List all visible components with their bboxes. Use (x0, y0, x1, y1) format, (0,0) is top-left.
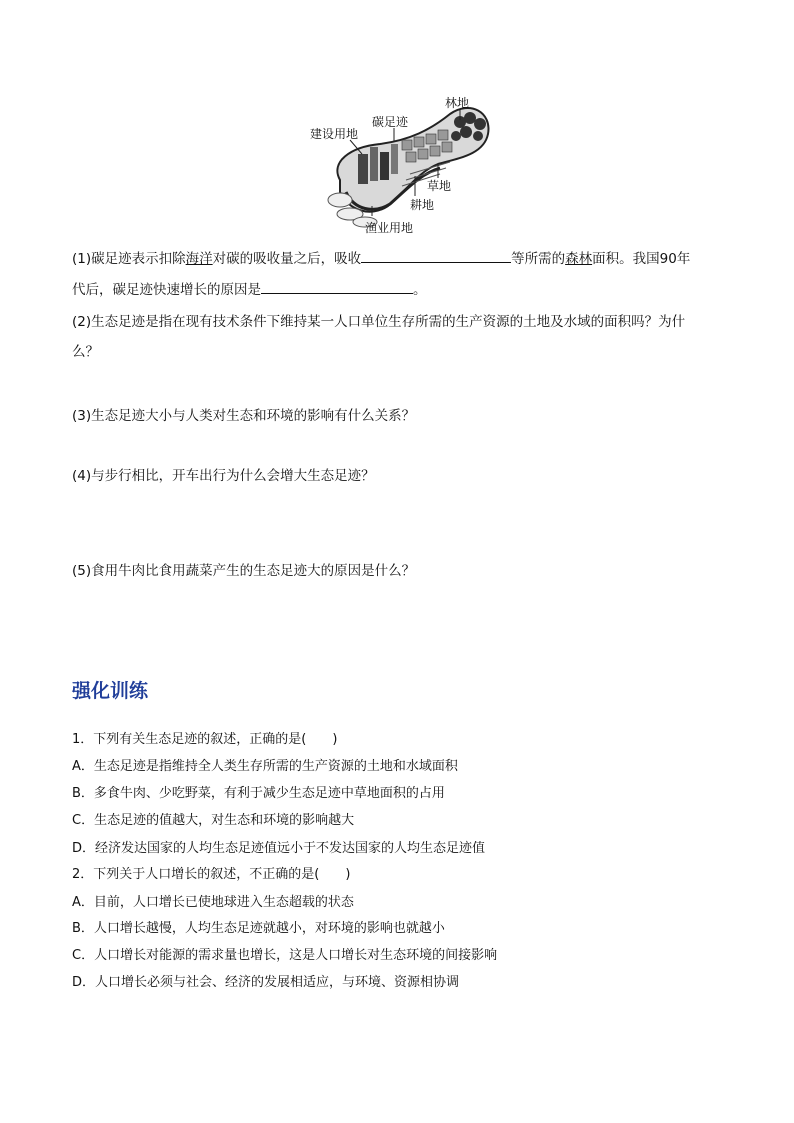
exercise-1-option-d[interactable]: D．经济发达国家的人均生态足迹值远小于不发达国家的人均生态足迹值 (72, 841, 486, 856)
question-5: (5)食用牛肉比食用蔬菜产生的生态足迹大的原因是什么？ (72, 563, 416, 579)
q1-blank-1[interactable] (361, 248, 511, 263)
question-1-line-2 (72, 279, 727, 300)
question-3: (3)生态足迹大小与人类对生态和环境的影响有什么关系？ (72, 408, 416, 424)
carbon-footprint-label: 碳足迹 (372, 115, 409, 129)
exercise-2-option-c[interactable]: C．人口增长对能源的需求量也增长，这是人口增长对生态环境的间接影响 (72, 948, 498, 963)
exercise-2-option-b[interactable]: B．人口增长越慢，人均生态足迹就越小，对环境的影响也就越小 (72, 921, 445, 936)
q1-ocean: 海洋 (185, 251, 213, 267)
forest-label: 林地 (445, 96, 470, 110)
fishery-land-label: 渔业用地 (365, 221, 414, 235)
question-2: (2)生态足迹是指在现有技术条件下维持某一人口单位生存所需的生产资源的土地及水域的面积吗？为什 (72, 314, 686, 330)
footprint-illustration (310, 92, 500, 237)
q1-text: 。 (413, 282, 427, 298)
exercise-1-stem: 1．下列有关生态足迹的叙述，正确的是( ) (72, 732, 338, 747)
section-title: 强化训练 (72, 680, 149, 702)
q1-blank-2[interactable] (261, 279, 413, 294)
grassland-label: 草地 (427, 179, 452, 193)
exercise-1-option-a[interactable]: A．生态足迹是指维持全人类生存所需的生产资源的土地和水域面积 (72, 759, 458, 774)
construction-land-label: 建设用地 (310, 127, 359, 141)
q1-text: 等所需的 (511, 251, 566, 267)
question-4: (4)与步行相比，开车出行为什么会增大生态足迹？ (72, 468, 375, 484)
q1-year: 90 (659, 251, 677, 267)
cropland-label: 耕地 (410, 198, 435, 212)
q1-text: 对碳的吸收量之后，吸收 (212, 251, 362, 267)
q1-text: 面积。我国 (592, 251, 660, 267)
ecological-footprint-figure (310, 92, 500, 237)
q1-forest: 森林 (565, 251, 593, 267)
q1-text: 代后，碳足迹快速增长的原因是 (72, 282, 261, 298)
exercise-1-option-c[interactable]: C．生态足迹的值越大，对生态和环境的影响越大 (72, 813, 355, 828)
exercise-2-option-a[interactable]: A．目前，人口增长已使地球进入生态超载的状态 (72, 895, 354, 910)
question-1 (72, 248, 727, 269)
question-2-line-2: 么？ (72, 344, 99, 360)
exercise-1-option-b[interactable]: B．多食牛肉、少吃野菜，有利于减少生态足迹中草地面积的占用 (72, 786, 445, 801)
exercise-2-option-d[interactable]: D．人口增长必须与社会、经济的发展相适应，与环境、资源相协调 (72, 975, 460, 990)
q1-text: 年 (676, 251, 691, 267)
q1-text: (1)碳足迹表示扣除 (72, 251, 186, 267)
exercise-2-stem: 2．下列关于人口增长的叙述，不正确的是( ) (72, 867, 351, 882)
